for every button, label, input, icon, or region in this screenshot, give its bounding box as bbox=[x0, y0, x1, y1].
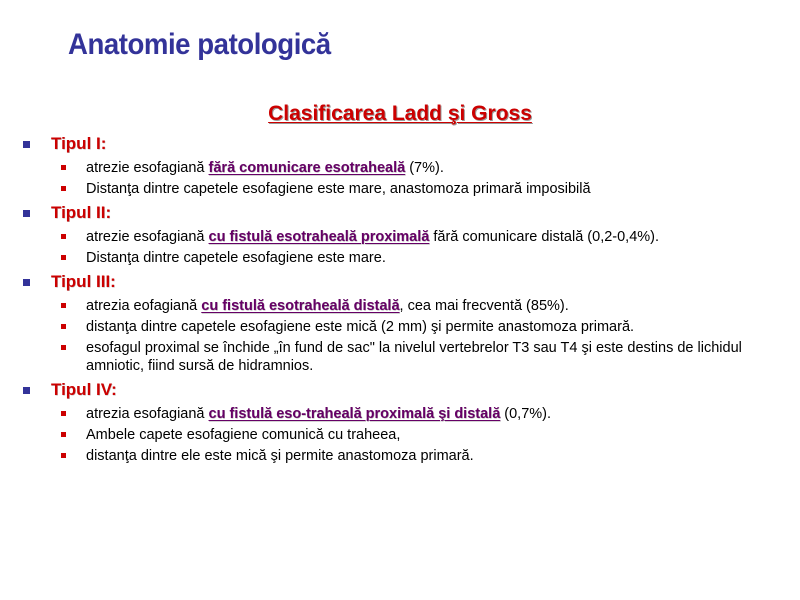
item-highlight: cu fistulă esotraheală proximală bbox=[208, 229, 430, 245]
item-text-after: , cea mai frecventă (85%). bbox=[399, 298, 569, 314]
list-item bbox=[0, 180, 800, 198]
item-text-after: (0,7%). bbox=[500, 406, 552, 422]
item-text: atrezia eofagiană bbox=[86, 298, 202, 314]
square-bullet-icon bbox=[61, 411, 66, 416]
item-text: esofagul proximal se închide „în fund de sac" la nivelul vertebrelor T3 sau T4 şi este destins de lichidul amniotic, fiind sursă de hidramnios. bbox=[86, 340, 742, 374]
type-heading-label: Tipul III: bbox=[51, 272, 116, 291]
item-highlight: fără comunicare esotraheală bbox=[208, 160, 406, 176]
square-bullet-icon bbox=[61, 165, 66, 170]
list-item bbox=[0, 249, 800, 267]
type-heading-label: Tipul IV: bbox=[51, 380, 117, 399]
type-heading bbox=[0, 378, 800, 402]
square-bullet-icon bbox=[61, 186, 66, 191]
list-item bbox=[0, 447, 800, 465]
item-text: atrezia esofagiană bbox=[86, 406, 209, 422]
page-title: Anatomie patologică bbox=[68, 28, 331, 61]
section-subtitle bbox=[0, 102, 800, 126]
item-text: distanţa dintre ele este mică şi permite anastomoza primară. bbox=[86, 448, 474, 464]
square-bullet-icon bbox=[61, 303, 66, 308]
item-text-after: fără comunicare distală (0,2-0,4%). bbox=[429, 229, 660, 245]
list-item bbox=[0, 426, 800, 444]
list-item bbox=[0, 297, 800, 315]
type-heading bbox=[0, 270, 800, 294]
square-bullet-icon bbox=[23, 141, 30, 148]
square-bullet-icon bbox=[23, 387, 30, 394]
list-item bbox=[0, 159, 800, 177]
list-item bbox=[0, 405, 800, 423]
item-text: atrezie esofagiană bbox=[86, 229, 209, 245]
list-item bbox=[0, 339, 800, 375]
type-heading bbox=[0, 201, 800, 225]
item-text: Ambele capete esofagiene comunică cu traheea, bbox=[86, 427, 401, 443]
content-list bbox=[0, 132, 800, 468]
square-bullet-icon bbox=[61, 324, 66, 329]
item-text: Distanţa dintre capetele esofagiene este mare, anastomoza primară imposibilă bbox=[86, 181, 591, 197]
item-text: Distanţa dintre capetele esofagiene este mare. bbox=[86, 250, 386, 266]
square-bullet-icon bbox=[23, 279, 30, 286]
item-highlight: cu fistulă esotraheală distală bbox=[201, 298, 400, 314]
item-text: distanţa dintre capetele esofagiene este mică (2 mm) şi permite anastomoza primară. bbox=[86, 319, 635, 335]
type-heading bbox=[0, 132, 800, 156]
square-bullet-icon bbox=[61, 453, 66, 458]
item-text: atrezie esofagiană bbox=[86, 160, 209, 176]
square-bullet-icon bbox=[61, 234, 66, 239]
square-bullet-icon bbox=[61, 345, 66, 350]
list-item bbox=[0, 228, 800, 246]
list-item bbox=[0, 318, 800, 336]
square-bullet-icon bbox=[61, 432, 66, 437]
square-bullet-icon bbox=[61, 255, 66, 260]
type-heading-label: Tipul I: bbox=[51, 134, 107, 153]
item-text-after: (7%). bbox=[405, 160, 444, 176]
square-bullet-icon bbox=[23, 210, 30, 217]
type-heading-label: Tipul II: bbox=[51, 203, 112, 222]
subtitle-text: Clasificarea Ladd şi Gross bbox=[268, 102, 532, 125]
item-highlight: cu fistulă eso-traheală proximală şi distală bbox=[208, 406, 501, 422]
